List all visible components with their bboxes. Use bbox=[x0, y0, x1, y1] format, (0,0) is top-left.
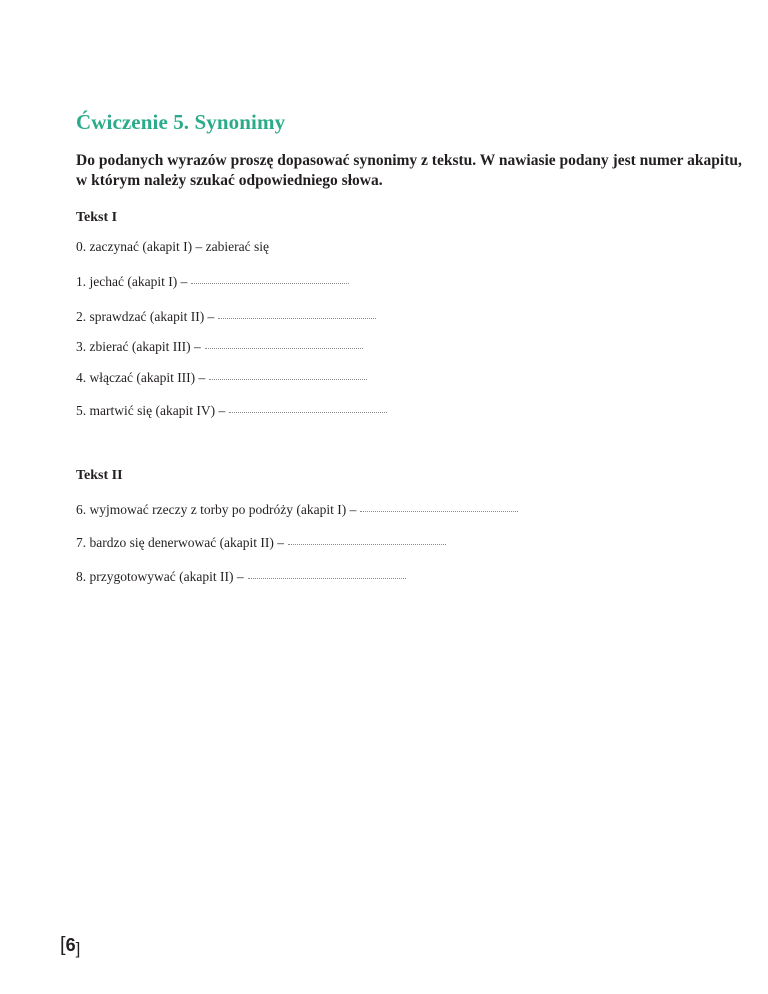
answer-blank[interactable] bbox=[209, 378, 367, 380]
list-item bbox=[76, 339, 363, 355]
item-text: 7. bardzo się denerwować (akapit II) – bbox=[76, 535, 285, 550]
page-number-value: 6 bbox=[65, 935, 76, 955]
section-label-text-2: Tekst II bbox=[76, 468, 123, 483]
answer-blank[interactable] bbox=[218, 317, 376, 319]
item-text: 1. jechać (akapit I) – bbox=[76, 274, 188, 289]
answer-blank[interactable] bbox=[205, 347, 363, 349]
example-item bbox=[76, 239, 269, 255]
list-item bbox=[76, 370, 367, 386]
instruction-line-1: Do podanych wyrazów proszę dopasować synonimy z tekstu. W nawiasie podany jest numer akapitu, bbox=[76, 152, 742, 169]
answer-blank[interactable] bbox=[288, 543, 446, 545]
section-label-text-1: Tekst I bbox=[76, 210, 118, 225]
list-item bbox=[76, 502, 518, 518]
item-text: 8. przygotowywać (akapit II) – bbox=[76, 569, 244, 584]
list-item bbox=[76, 309, 376, 325]
exercise-instruction bbox=[76, 151, 742, 191]
page-number bbox=[60, 934, 80, 957]
item-text: 3. zbierać (akapit III) – bbox=[76, 339, 201, 354]
exercise-title: Ćwiczenie 5. Synonimy bbox=[76, 110, 286, 134]
item-text: 2. sprawdzać (akapit II) – bbox=[76, 309, 215, 324]
page-bracket-close: ] bbox=[75, 939, 81, 958]
answer-blank[interactable] bbox=[248, 577, 406, 579]
list-item bbox=[76, 569, 406, 585]
answer-blank[interactable] bbox=[360, 510, 518, 512]
list-item bbox=[76, 274, 349, 290]
item-text: 5. martwić się (akapit IV) – bbox=[76, 403, 226, 418]
list-item bbox=[76, 403, 387, 419]
item-text: 6. wyjmować rzeczy z torby po podróży (akapit I) – bbox=[76, 502, 357, 517]
list-item bbox=[76, 535, 446, 551]
answer-blank[interactable] bbox=[191, 282, 349, 284]
page-bracket-open: [ bbox=[60, 934, 66, 956]
instruction-line-2: w którym należy szukać odpowiedniego słowa. bbox=[76, 172, 383, 189]
example-text: 0. zaczynać (akapit I) – zabierać się bbox=[76, 239, 270, 254]
item-text: 4. włączać (akapit III) – bbox=[76, 370, 206, 385]
answer-blank[interactable] bbox=[229, 411, 387, 413]
